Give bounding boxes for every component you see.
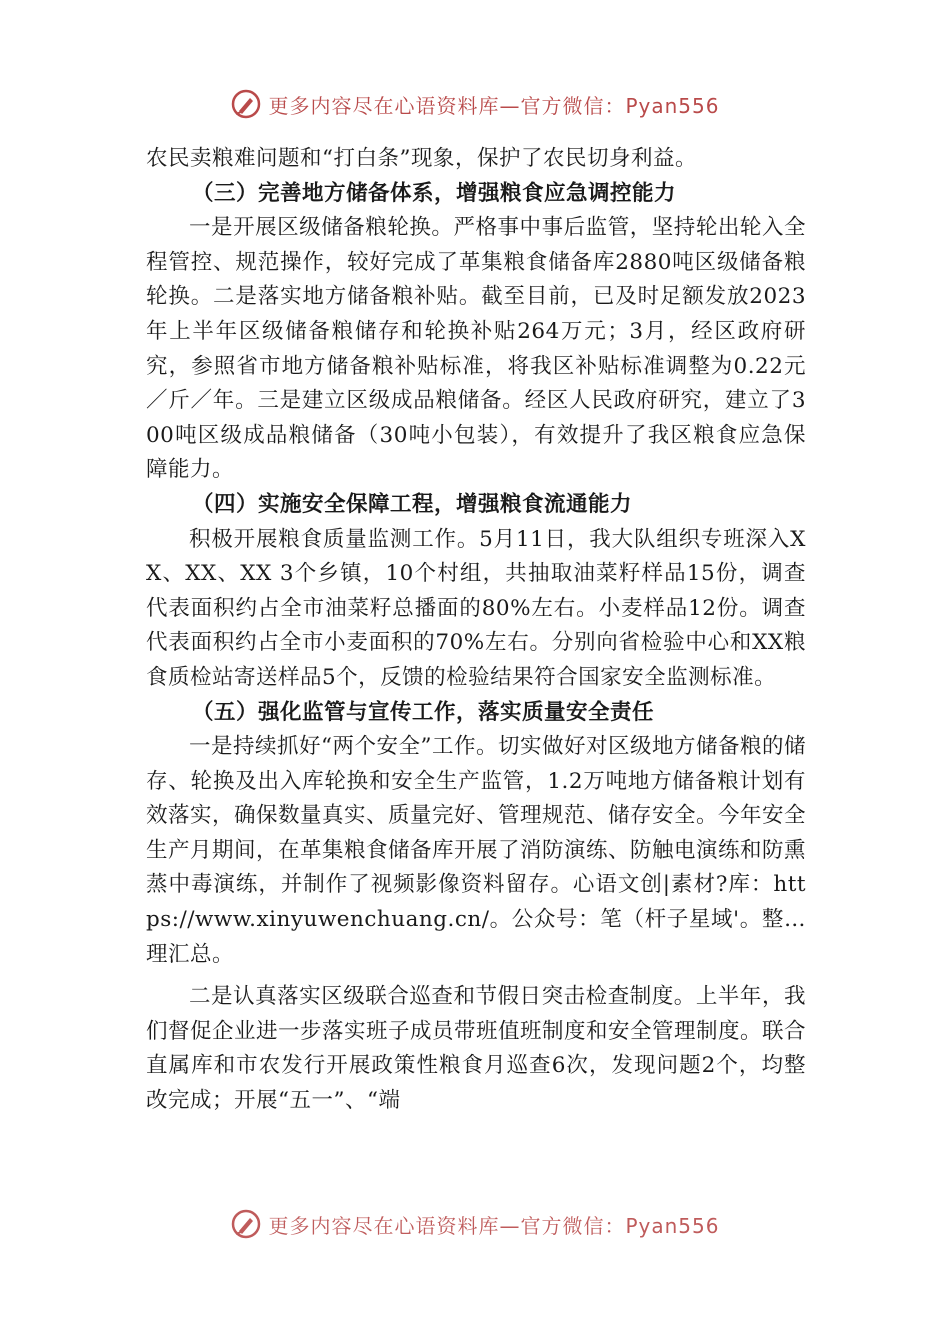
paragraph-quality-monitoring: 积极开展粮食质量监测工作。5月11日，我大队组织专班深入XX、XX、XX 3个乡镇，10个村组，共抽取油菜籽样品15份，调查代表面积约占全市油菜籽总播面的80%左右。小麦样品12份。调查代表面积约占全市小麦面积的70%左右。分别向省检验中心和XX粮食质检站寄送样品5个，反馈的检验结果符合国家安全监测标准。 bbox=[146, 526, 806, 690]
watermark-text: 更多内容尽在心语资料库—官方微信：Pyan556 bbox=[268, 1213, 720, 1238]
watermark-text: 更多内容尽在心语资料库—官方微信：Pyan556 bbox=[268, 93, 720, 118]
watermark-footer bbox=[0, 1204, 950, 1244]
paragraph-continuation: 农民卖粮难问题和“打白条”现象，保护了农民切身利益。 bbox=[146, 146, 697, 171]
paragraph-reserve-system: 一是开展区级储备粮轮换。严格事中事后监管，坚持轮出轮入全程管控、规范操作，较好完成了革集粮食储备库2880吨区级储备粮轮换。二是落实地方储备粮补贴。截至目前，已及时足额发放2023年上半年区级储备粮储存和轮换补贴264万元；3月，经区政府研究，参照省市地方储备粮补贴标准，将我区补贴标准调整为0.22元／斤／年。三是建立区级成品粮储备。经区人民政府研究，建立了300吨区级成品粮储备（30吨小包装），有效提升了我区粮食应急保障能力。 bbox=[146, 215, 806, 483]
section-heading-4: （四）实施安全保障工程，增强粮食流通能力 bbox=[192, 491, 633, 517]
watermark-header bbox=[0, 84, 950, 124]
paragraph-inspection: 二是认真落实区级联合巡查和节假日突击检查制度。上半年，我们督促企业进一步落实班子成员带班值班制度和安全管理制度。联合直属库和市农发行开展政策性粮食月巡查6次，发现问题2个，均整改完成；开展“五一”、“端 bbox=[146, 984, 807, 1114]
paragraph-two-safety: 一是持续抓好“两个安全”工作。切实做好对区级地方储备粮的储存、轮换及出入库轮换和安全生产监管，1.2万吨地方储备粮计划有效落实，确保数量真实、质量完好、管理规范、储存安全。今年安全生产月期间，在革集粮食储备库开展了消防演练、防触电演练和防熏蒸中毒演练，并制作了视频影像资料留存。心语文创|素材?库：https://www.xinyuwenchuang.cn/。公众号：笔（杆子星域'。整…理汇总。 bbox=[146, 734, 807, 967]
section-heading-3: （三）完善地方储备体系，增强粮食应急调控能力 bbox=[192, 180, 677, 206]
pen-logo-icon bbox=[230, 1208, 262, 1240]
section-heading-5: （五）强化监管与宣传工作，落实质量安全责任 bbox=[192, 699, 655, 725]
document-body bbox=[146, 142, 806, 1119]
pen-logo-icon bbox=[230, 88, 262, 120]
